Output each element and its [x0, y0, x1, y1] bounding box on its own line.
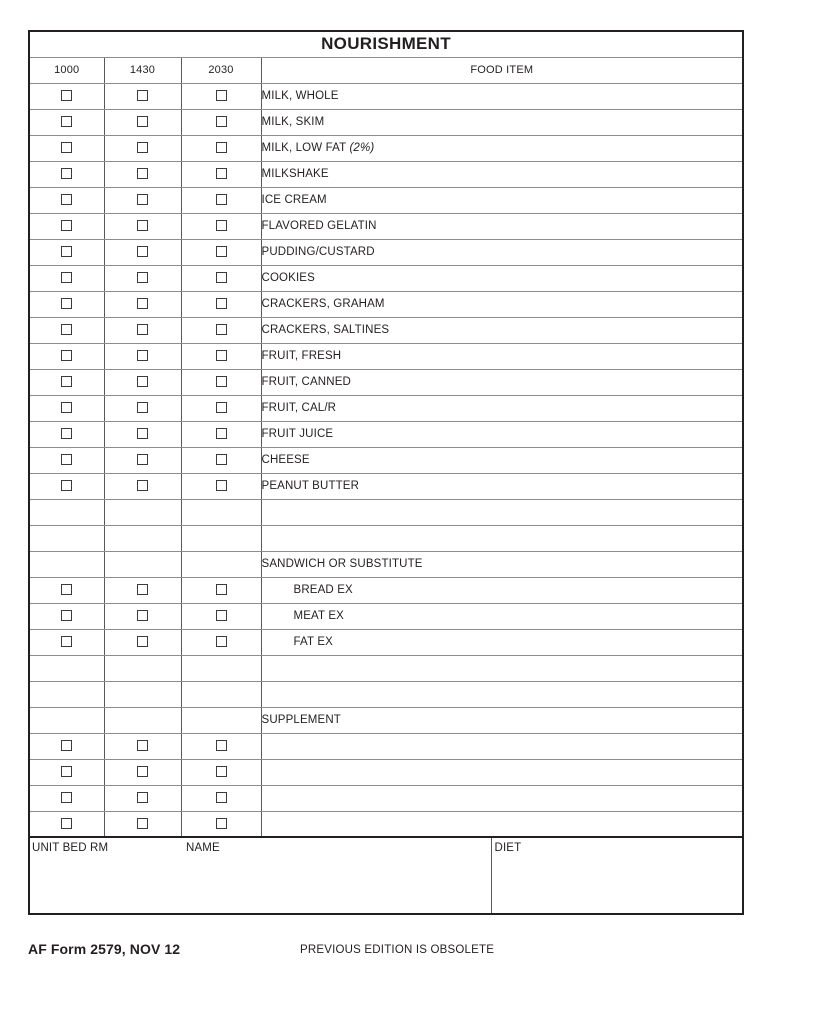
checkbox-icon[interactable] [61, 818, 72, 829]
checkbox-cell[interactable] [104, 317, 181, 343]
checkbox-icon[interactable] [216, 220, 227, 231]
checkbox-cell[interactable] [104, 343, 181, 369]
checkbox-cell[interactable] [29, 603, 104, 629]
table-row [29, 187, 743, 213]
checkbox-icon[interactable] [216, 298, 227, 309]
checkbox-cell[interactable] [104, 369, 181, 395]
checkbox-cell[interactable] [181, 629, 261, 655]
checkbox-cell[interactable] [104, 421, 181, 447]
table-row [29, 317, 743, 343]
checkbox-icon[interactable] [137, 168, 148, 179]
checkbox-cell[interactable] [29, 83, 104, 109]
checkbox-icon[interactable] [137, 584, 148, 595]
food-item-label: ICE CREAM [261, 187, 743, 213]
checkbox-icon[interactable] [137, 402, 148, 413]
table-row [29, 421, 743, 447]
column-header-row [29, 57, 743, 83]
checkbox-cell[interactable] [29, 239, 104, 265]
checkbox-icon[interactable] [137, 376, 148, 387]
checkbox-icon[interactable] [216, 610, 227, 621]
food-item-label: MILK, LOW FAT (2%) [261, 135, 743, 161]
checkbox-cell[interactable] [104, 213, 181, 239]
checkbox-cell[interactable] [29, 161, 104, 187]
checkbox-icon[interactable] [137, 636, 148, 647]
form-title-row [29, 31, 743, 57]
table-row [29, 447, 743, 473]
form-identifier: AF Form 2579, NOV 12 [28, 941, 181, 957]
empty-cell [261, 525, 743, 551]
food-item-label: FRUIT, CAL/R [261, 395, 743, 421]
empty-cell [181, 707, 261, 733]
checkbox-icon[interactable] [137, 116, 148, 127]
empty-cell [261, 499, 743, 525]
checkbox-icon[interactable] [61, 142, 72, 153]
checkbox-icon[interactable] [216, 402, 227, 413]
food-item-label: MEAT EX [261, 603, 743, 629]
table-row [29, 759, 743, 785]
empty-cell [181, 551, 261, 577]
checkbox-cell[interactable] [104, 239, 181, 265]
checkbox-cell[interactable] [104, 447, 181, 473]
checkbox-icon[interactable] [61, 90, 72, 101]
checkbox-cell[interactable] [181, 447, 261, 473]
table-row [29, 499, 743, 525]
checkbox-cell[interactable] [181, 473, 261, 499]
table-row [29, 525, 743, 551]
checkbox-cell[interactable] [181, 733, 261, 759]
food-item-label: FAT EX [261, 629, 743, 655]
empty-cell [104, 499, 181, 525]
checkbox-icon[interactable] [137, 272, 148, 283]
table-row [29, 395, 743, 421]
section-header-label: SUPPLEMENT [261, 707, 743, 733]
checkbox-cell[interactable] [29, 109, 104, 135]
unit-bed-rm-label: UNIT BED RM [32, 842, 109, 854]
checkbox-icon[interactable] [216, 324, 227, 335]
empty-cell [29, 655, 104, 681]
checkbox-icon[interactable] [61, 324, 72, 335]
food-item-label-qualifier: (2%) [349, 142, 375, 154]
checkbox-cell[interactable] [181, 317, 261, 343]
checkbox-cell[interactable] [104, 109, 181, 135]
checkbox-icon[interactable] [61, 610, 72, 621]
checkbox-cell[interactable] [29, 421, 104, 447]
empty-cell [29, 525, 104, 551]
empty-cell [29, 551, 104, 577]
checkbox-icon[interactable] [61, 740, 72, 751]
checkbox-cell[interactable] [29, 291, 104, 317]
checkbox-cell[interactable] [104, 187, 181, 213]
checkbox-cell[interactable] [29, 369, 104, 395]
checkbox-cell[interactable] [181, 239, 261, 265]
previous-edition-notice: PREVIOUS EDITION IS OBSOLETE [300, 944, 495, 956]
checkbox-icon[interactable] [61, 246, 72, 257]
food-item-label: FRUIT, CANNED [261, 369, 743, 395]
table-row [29, 733, 743, 759]
food-item-label: COOKIES [261, 265, 743, 291]
checkbox-cell[interactable] [104, 733, 181, 759]
checkbox-icon[interactable] [61, 766, 72, 777]
checkbox-icon[interactable] [137, 194, 148, 205]
checkbox-icon[interactable] [61, 376, 72, 387]
checkbox-cell[interactable] [104, 785, 181, 811]
food-item-label: MILK, WHOLE [261, 83, 743, 109]
checkbox-icon[interactable] [216, 584, 227, 595]
checkbox-icon[interactable] [216, 818, 227, 829]
checkbox-icon[interactable] [137, 246, 148, 257]
checkbox-icon[interactable] [216, 740, 227, 751]
empty-cell [29, 707, 104, 733]
checkbox-cell[interactable] [181, 369, 261, 395]
checkbox-cell[interactable] [181, 83, 261, 109]
table-row [29, 551, 743, 577]
food-item-label: MILK, SKIM [261, 109, 743, 135]
checkbox-cell[interactable] [104, 265, 181, 291]
checkbox-icon[interactable] [216, 454, 227, 465]
table-row [29, 213, 743, 239]
checkbox-icon[interactable] [137, 766, 148, 777]
table-row [29, 785, 743, 811]
checkbox-icon[interactable] [216, 194, 227, 205]
checkbox-cell[interactable] [29, 317, 104, 343]
table-row [29, 161, 743, 187]
food-item-label: BREAD EX [261, 577, 743, 603]
checkbox-cell[interactable] [29, 187, 104, 213]
checkbox-cell[interactable] [181, 395, 261, 421]
empty-cell [29, 681, 104, 707]
checkbox-cell[interactable] [181, 291, 261, 317]
checkbox-cell[interactable] [29, 213, 104, 239]
checkbox-icon[interactable] [137, 818, 148, 829]
checkbox-cell[interactable] [29, 265, 104, 291]
identification-row [29, 838, 743, 914]
checkbox-cell[interactable] [104, 759, 181, 785]
checkbox-icon[interactable] [61, 402, 72, 413]
food-item-label: MILKSHAKE [261, 161, 743, 187]
checkbox-icon[interactable] [61, 350, 72, 361]
empty-cell [261, 655, 743, 681]
checkbox-cell[interactable] [181, 135, 261, 161]
checkbox-icon[interactable] [137, 610, 148, 621]
checkbox-icon[interactable] [216, 792, 227, 803]
checkbox-cell[interactable] [29, 473, 104, 499]
checkbox-cell[interactable] [181, 421, 261, 447]
checkbox-icon[interactable] [216, 246, 227, 257]
checkbox-cell[interactable] [104, 161, 181, 187]
checkbox-icon[interactable] [216, 272, 227, 283]
checkbox-icon[interactable] [137, 220, 148, 231]
food-item-label: FRUIT, FRESH [261, 343, 743, 369]
section-header-label: SANDWICH OR SUBSTITUTE [261, 551, 743, 577]
empty-cell [181, 499, 261, 525]
checkbox-icon[interactable] [61, 168, 72, 179]
column-header-time-1000: 1000 [29, 57, 104, 83]
food-item-label[interactable] [261, 785, 743, 811]
checkbox-cell[interactable] [29, 811, 104, 837]
food-item-label[interactable] [261, 811, 743, 837]
checkbox-cell[interactable] [104, 629, 181, 655]
empty-cell [181, 655, 261, 681]
checkbox-icon[interactable] [216, 90, 227, 101]
column-header-time-2030: 2030 [181, 57, 261, 83]
empty-cell [104, 551, 181, 577]
checkbox-icon[interactable] [216, 350, 227, 361]
checkbox-icon[interactable] [216, 766, 227, 777]
checkbox-icon[interactable] [61, 454, 72, 465]
table-row [29, 681, 743, 707]
food-item-label: CRACKERS, SALTINES [261, 317, 743, 343]
checkbox-icon[interactable] [61, 792, 72, 803]
checkbox-cell[interactable] [29, 447, 104, 473]
checkbox-icon[interactable] [61, 480, 72, 491]
checkbox-cell[interactable] [104, 83, 181, 109]
checkbox-cell[interactable] [181, 213, 261, 239]
empty-cell [29, 499, 104, 525]
checkbox-cell[interactable] [29, 577, 104, 603]
checkbox-cell[interactable] [104, 395, 181, 421]
checkbox-cell[interactable] [181, 785, 261, 811]
empty-cell [181, 681, 261, 707]
checkbox-icon[interactable] [216, 636, 227, 647]
table-row [29, 707, 743, 733]
table-row [29, 811, 743, 837]
checkbox-icon[interactable] [61, 220, 72, 231]
table-row [29, 629, 743, 655]
identification-block [28, 838, 744, 915]
checkbox-icon[interactable] [137, 298, 148, 309]
checkbox-cell[interactable] [29, 343, 104, 369]
checkbox-cell[interactable] [29, 785, 104, 811]
table-row [29, 343, 743, 369]
checkbox-icon[interactable] [61, 428, 72, 439]
checkbox-icon[interactable] [137, 480, 148, 491]
checkbox-cell[interactable] [181, 265, 261, 291]
table-row [29, 83, 743, 109]
food-item-label: CRACKERS, GRAHAM [261, 291, 743, 317]
checkbox-cell[interactable] [181, 187, 261, 213]
checkbox-cell[interactable] [29, 733, 104, 759]
food-item-label: PUDDING/CUSTARD [261, 239, 743, 265]
checkbox-cell[interactable] [104, 603, 181, 629]
checkbox-icon[interactable] [61, 272, 72, 283]
checkbox-cell[interactable] [29, 135, 104, 161]
checkbox-icon[interactable] [137, 350, 148, 361]
checkbox-cell[interactable] [181, 603, 261, 629]
checkbox-icon[interactable] [137, 740, 148, 751]
checkbox-icon[interactable] [216, 142, 227, 153]
nourishment-rows [29, 83, 743, 837]
checkbox-cell[interactable] [104, 135, 181, 161]
checkbox-icon[interactable] [137, 792, 148, 803]
table-row [29, 239, 743, 265]
table-row [29, 655, 743, 681]
empty-cell [261, 681, 743, 707]
checkbox-cell[interactable] [104, 577, 181, 603]
checkbox-icon[interactable] [137, 142, 148, 153]
checkbox-cell[interactable] [181, 343, 261, 369]
table-row [29, 577, 743, 603]
checkbox-icon[interactable] [61, 194, 72, 205]
checkbox-icon[interactable] [137, 324, 148, 335]
diet-label: DIET [494, 842, 522, 854]
checkbox-icon[interactable] [61, 116, 72, 127]
food-item-label: FLAVORED GELATIN [261, 213, 743, 239]
empty-cell [104, 525, 181, 551]
food-item-label: FRUIT JUICE [261, 421, 743, 447]
checkbox-icon[interactable] [216, 376, 227, 387]
table-row [29, 291, 743, 317]
empty-cell [181, 525, 261, 551]
empty-cell [104, 681, 181, 707]
table-row [29, 369, 743, 395]
page-title: NOURISHMENT [29, 31, 743, 57]
checkbox-icon[interactable] [61, 636, 72, 647]
empty-cell [104, 655, 181, 681]
column-header-time-1430: 1430 [104, 57, 181, 83]
checkbox-icon[interactable] [216, 480, 227, 491]
empty-cell [104, 707, 181, 733]
checkbox-icon[interactable] [61, 584, 72, 595]
checkbox-cell[interactable] [104, 291, 181, 317]
checkbox-icon[interactable] [216, 116, 227, 127]
nourishment-table [28, 30, 744, 838]
table-row [29, 473, 743, 499]
table-row [29, 603, 743, 629]
table-row [29, 109, 743, 135]
checkbox-icon[interactable] [137, 428, 148, 439]
checkbox-cell[interactable] [29, 395, 104, 421]
unit-name-field[interactable] [29, 838, 491, 914]
checkbox-icon[interactable] [216, 168, 227, 179]
checkbox-icon[interactable] [216, 428, 227, 439]
checkbox-cell[interactable] [181, 759, 261, 785]
checkbox-cell[interactable] [181, 577, 261, 603]
checkbox-icon[interactable] [61, 298, 72, 309]
name-label: NAME [186, 842, 220, 854]
food-item-label: CHEESE [261, 447, 743, 473]
checkbox-cell[interactable] [181, 811, 261, 837]
food-item-label[interactable] [261, 759, 743, 785]
checkbox-cell[interactable] [181, 161, 261, 187]
food-item-label: PEANUT BUTTER [261, 473, 743, 499]
checkbox-icon[interactable] [137, 90, 148, 101]
checkbox-cell[interactable] [104, 811, 181, 837]
nourishment-form [28, 30, 742, 915]
checkbox-icon[interactable] [137, 454, 148, 465]
checkbox-cell[interactable] [29, 629, 104, 655]
table-row [29, 265, 743, 291]
table-row [29, 135, 743, 161]
checkbox-cell[interactable] [181, 109, 261, 135]
food-item-label[interactable] [261, 733, 743, 759]
form-footer [28, 941, 742, 961]
diet-field[interactable] [491, 838, 743, 914]
checkbox-cell[interactable] [29, 759, 104, 785]
checkbox-cell[interactable] [104, 473, 181, 499]
column-header-food-item: FOOD ITEM [261, 57, 743, 83]
